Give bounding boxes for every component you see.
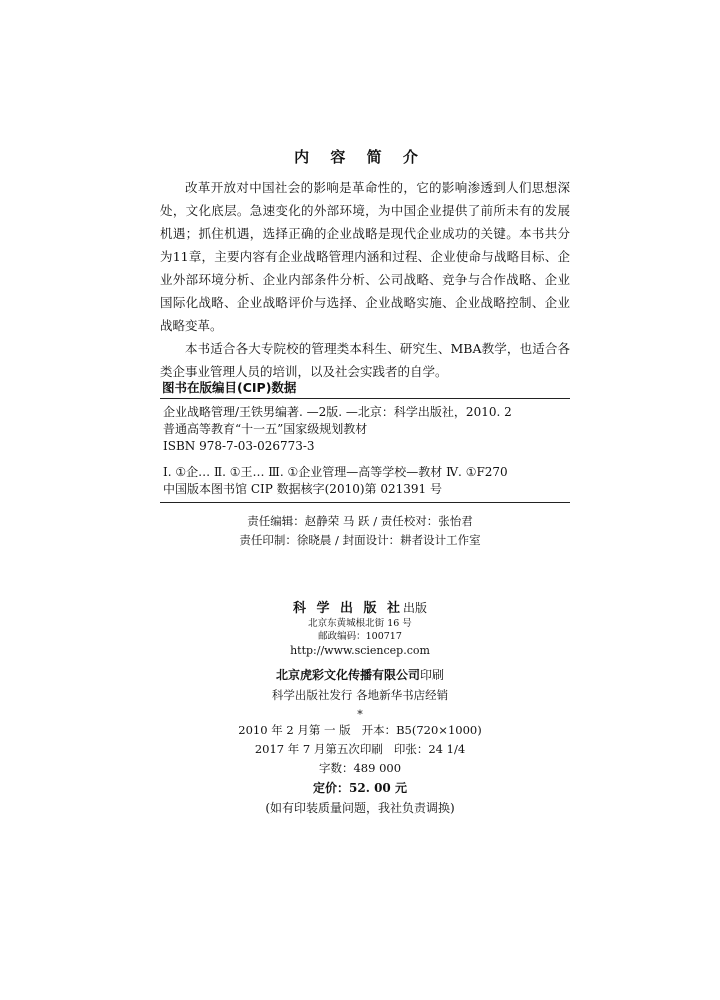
publisher-postcode: 邮政编码：100717 [318,631,402,642]
publisher-suffix: 出版 [403,601,428,615]
distribution-line: 科学出版社发行 各地新华书店经销 [271,688,449,702]
summary-title: 内 容 简 介 [294,148,426,166]
imprint [0,600,720,818]
editorial-credits [0,512,720,550]
summary-paragraph: 改革开放对中国社会的影响是革命性的，它的影响渗透到人们思想深处，文化底层。急速变化的外部环境，为中国企业提供了前所未有的发展机遇；抓住机遇，选择正确的企业战略是现代企业成功的关键。本书共分为11章，主要内容有企业战略管理内涵和过程、企业使命与战略目标、企业外部环境分析、企业内部条件分析、公司战略、竞争与合作战略、企业国际化战略、企业战略评价与选择、企业战略实施、企业战略控制、企业战略变革。 [160,180,570,333]
summary-text [160,176,570,383]
publisher-website: http://www.sciencep.com [290,644,430,657]
cip-approval-line: 中国版本图书馆 CIP 数据核字(2010)第 021391 号 [163,482,442,496]
publisher-address: 北京东黄城根北街 16 号 [308,618,412,629]
publisher-line [0,600,720,617]
cip-series-line: 普通高等教育“十一五”国家级规划教材 [163,422,368,436]
printer-suffix: 印刷 [420,668,445,682]
separator-star: * [357,708,363,721]
price-line: 定价：52. 00 元 [313,781,407,795]
printing-line: 2017 年 7 月第五次印刷 印张：24 1/4 [254,742,466,756]
credits-line-production: 责任印制：徐晓晨 / 封面设计：耕者设计工作室 [239,533,481,547]
cip-classification-line: Ⅰ. ①企… Ⅱ. ①王… Ⅲ. ①企业管理—高等学校—教材 Ⅳ. ①F270 [163,465,508,479]
publisher-name: 科 学 出 版 社 [292,601,404,616]
cip-isbn-line: ISBN 978-7-03-026773-3 [163,439,315,453]
credits-line-editors: 责任编辑：赵静荣 马 跃 / 责任校对：张怡君 [247,514,473,528]
cip-heading: 图书在版编目(CIP)数据 [162,380,297,395]
summary-paragraph: 本书适合各大专院校的管理类本科生、研究生、MBA教学，也适合各类企事业管理人员的培训，以及社会实践者的自学。 [160,341,570,379]
word-count-line: 字数：489 000 [318,761,402,775]
cip-title-line: 企业战略管理/王铁男编著. —2版. —北京：科学出版社，2010. 2 [163,405,512,419]
printer-name: 北京虎彩文化传播有限公司 [275,668,420,682]
cip-top-rule [160,398,570,399]
edition-line: 2010 年 2 月第 一 版 开本：B5(720×1000) [238,723,482,737]
cip-bottom-rule [160,502,570,503]
quality-note: (如有印装质量问题，我社负责调换) [265,801,455,815]
cip-record [163,404,568,498]
printer-line [0,667,720,683]
